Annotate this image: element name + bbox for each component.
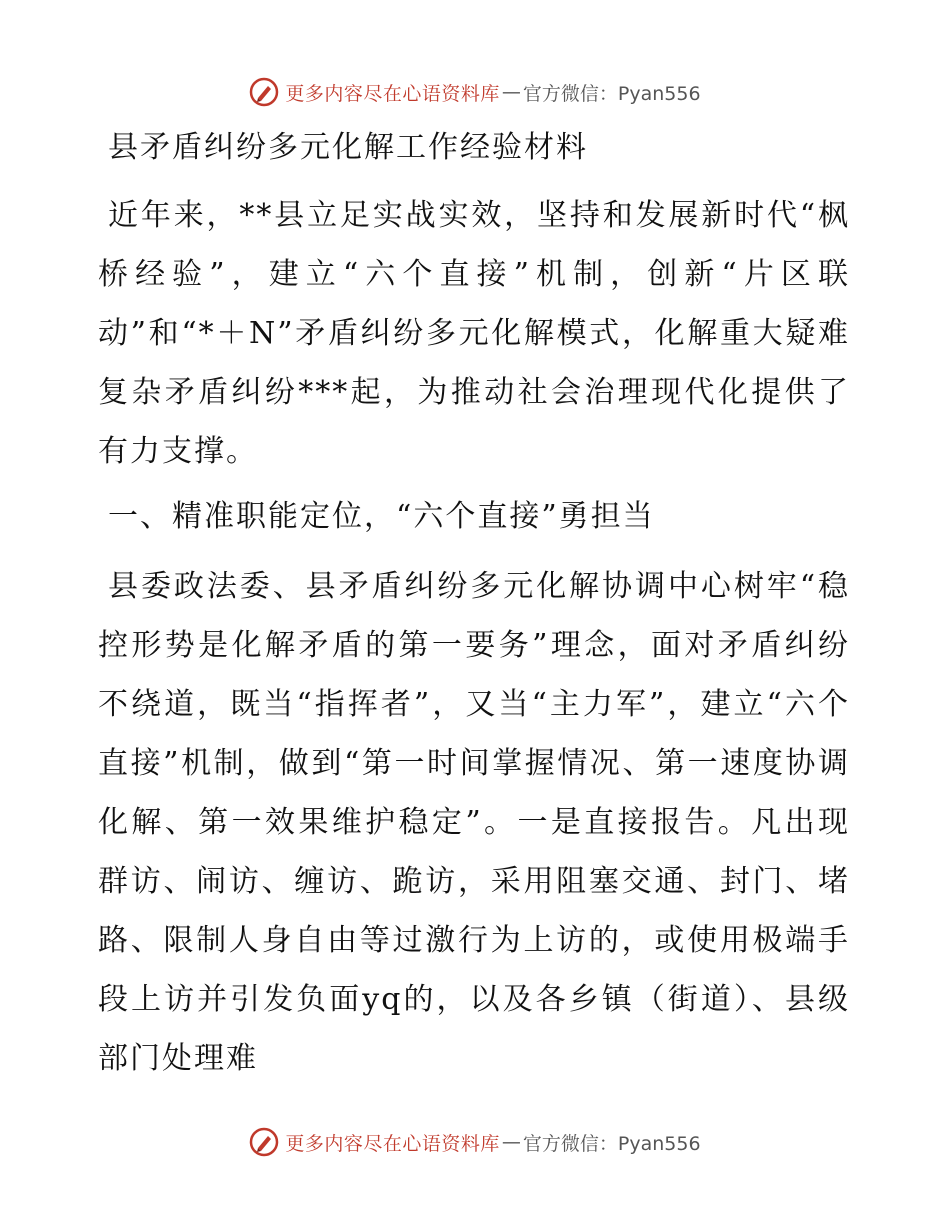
intro-paragraph: 近年来，**县立足实战实效，坚持和发展新时代“枫桥经验”，建立“六个直接”机制，创新“片区联动”和“*＋N”矛盾纠纷多元化解模式，化解重大疑难复杂矛盾纠纷***起，为推动社会治理现代化提供了有力支撑。 [98,198,850,469]
watermark-footer [0,1122,950,1162]
pen-logo-icon [249,77,279,107]
section-1-paragraph: 县委政法委、县矛盾纠纷多元化解协调中心树牢“稳控形势是化解矛盾的第一要务”理念，面对矛盾纠纷不绕道，既当“指挥者”，又当“主力军”，建立“六个直接”机制，做到“第一时间掌握情况、第一速度协调化解、第一效果维护稳定”。一是直接报告。凡出现群访、闹访、缠访、跪访，采用阻塞交通、封门、堵路、限制人身自由等过激行为上访的，或使用极端手段上访并引发负面yq的，以及各乡镇（街道）、县级部门处理难 [98,569,850,1076]
watermark-header [0,72,950,112]
watermark-site-name: 更多内容尽在心语资料库 [285,1132,500,1155]
watermark-separator: — [501,1131,521,1153]
watermark-account: 官方微信：Pyan556 [522,1132,701,1155]
watermark-account: 官方微信：Pyan556 [522,82,701,105]
document-title: 县矛盾纠纷多元化解工作经验材料 [108,130,588,165]
watermark-separator: — [501,81,521,103]
document-body [98,124,850,1100]
section-heading-1: 一、精准职能定位，“六个直接”勇担当 [108,499,655,534]
pen-logo-icon [249,1127,279,1157]
watermark-site-name: 更多内容尽在心语资料库 [285,82,500,105]
